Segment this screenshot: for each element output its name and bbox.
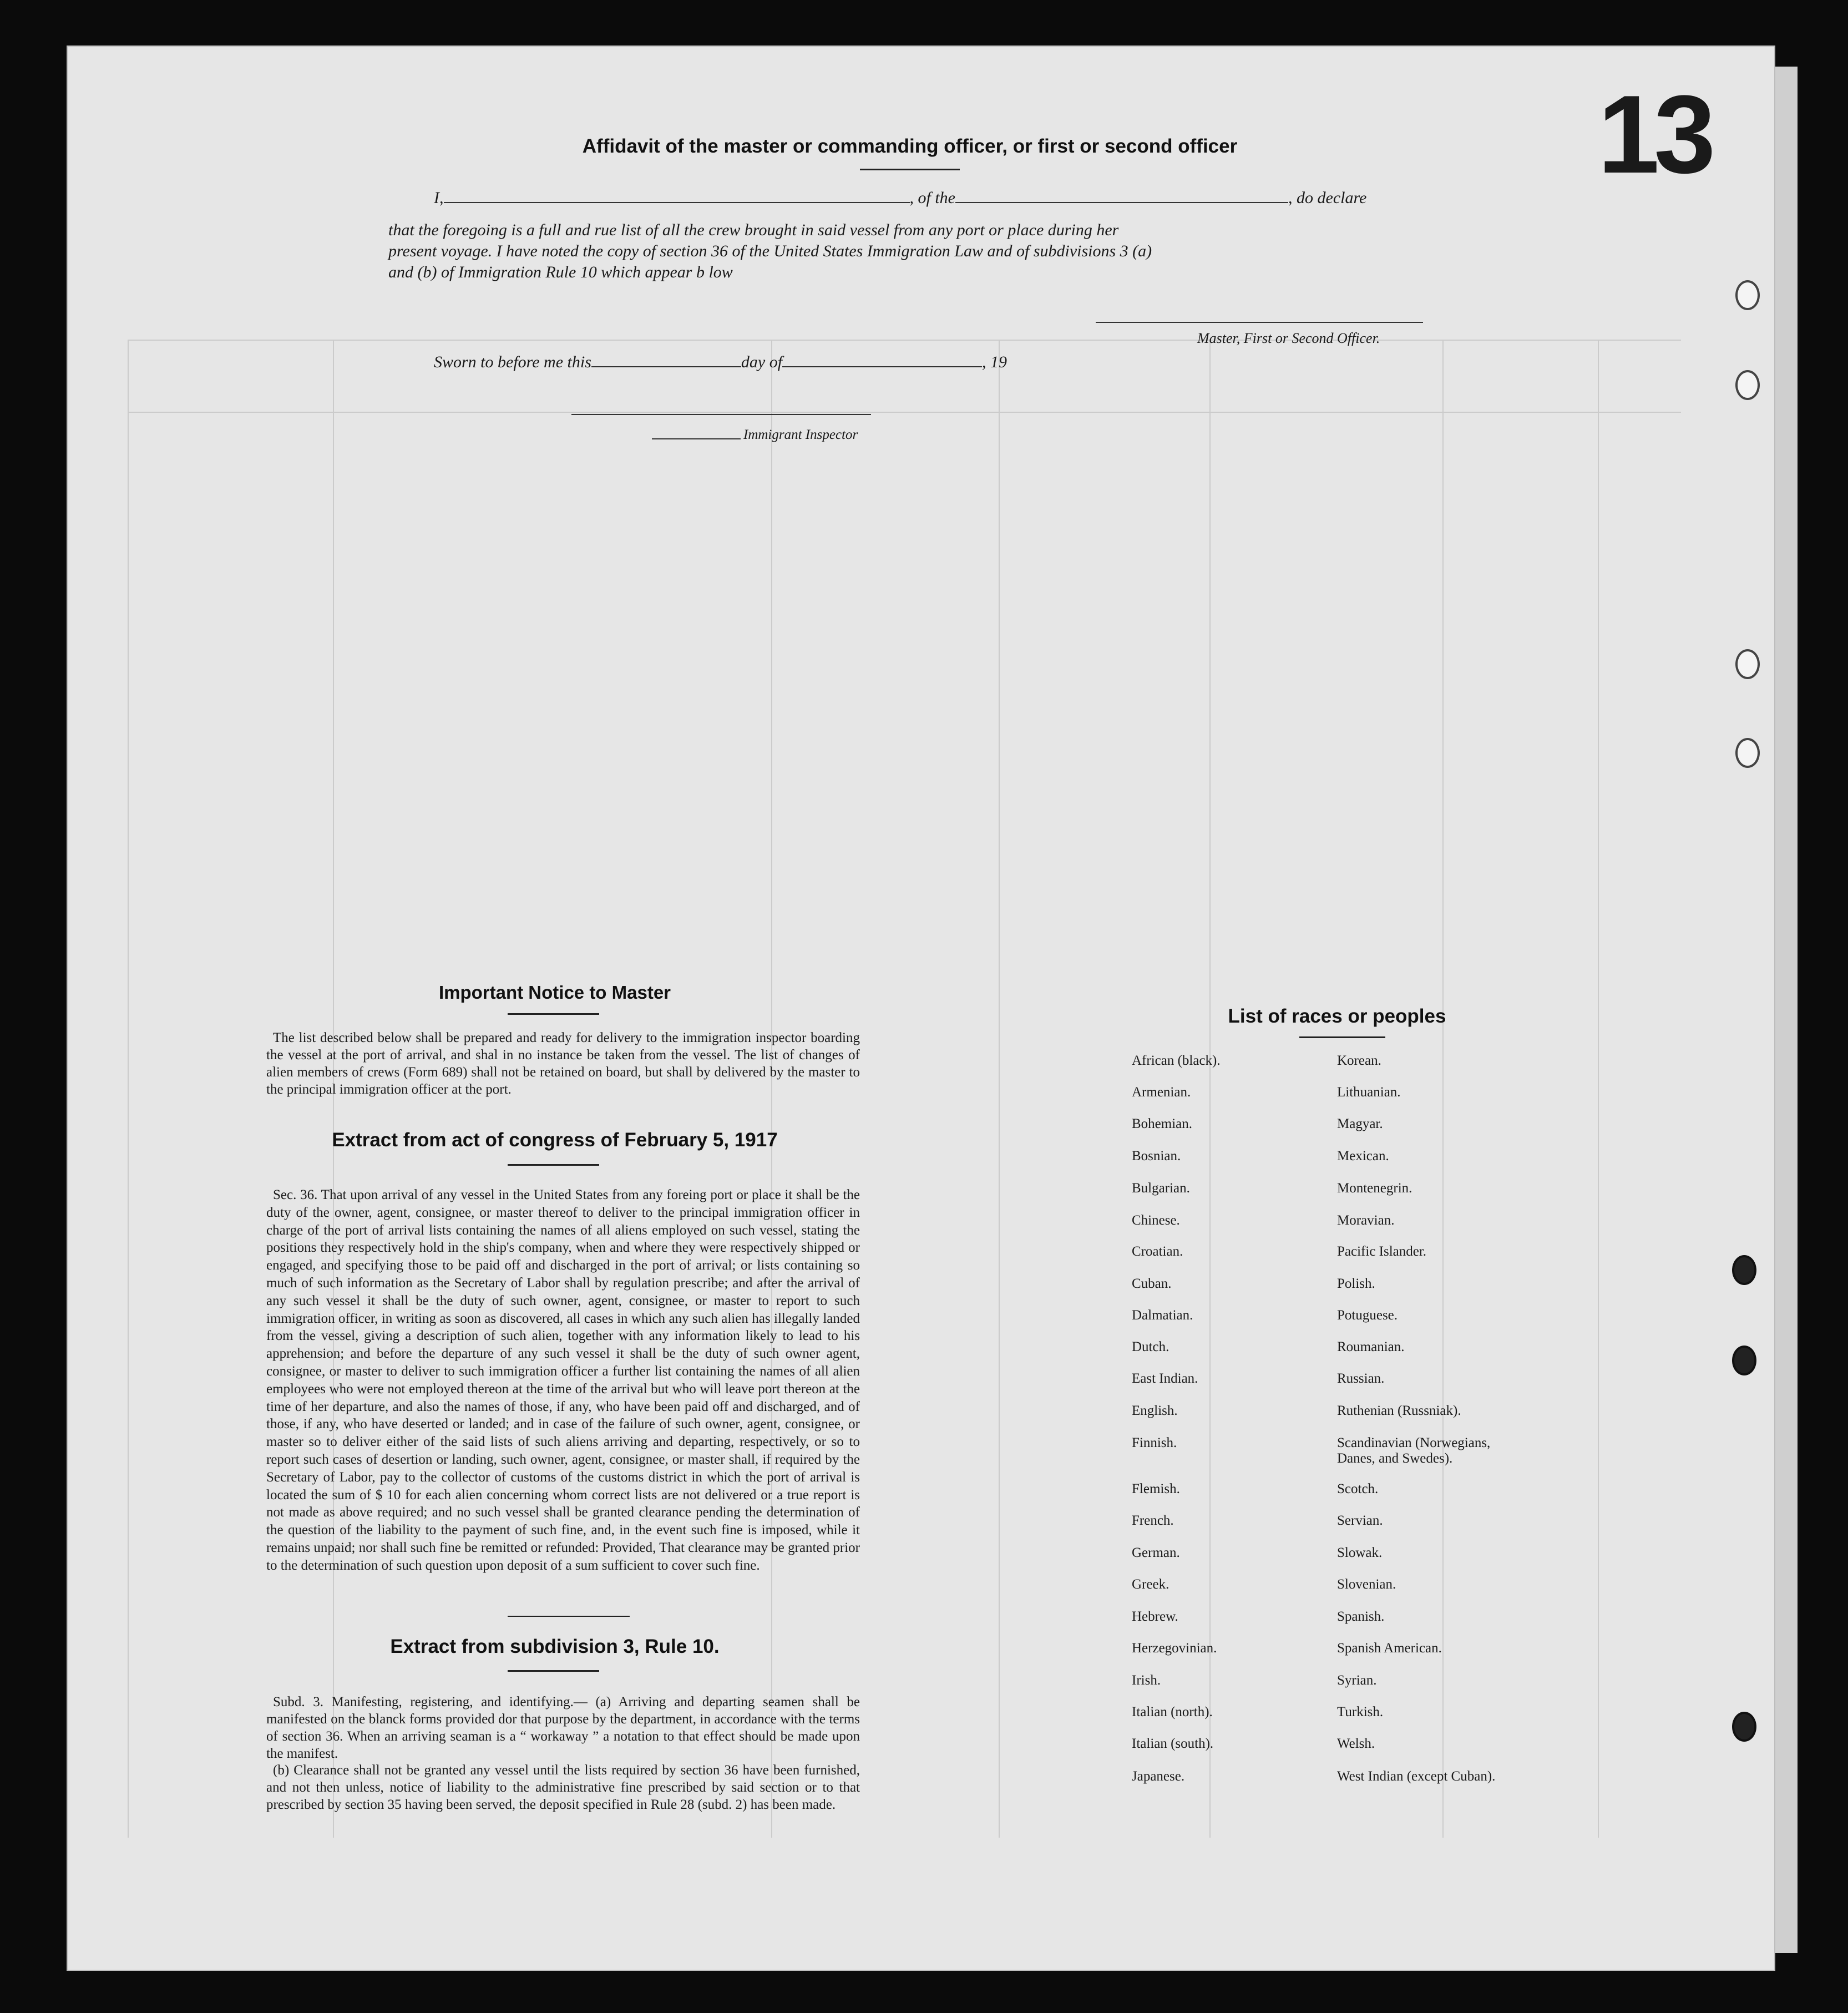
left-race-item: African (black). [1132, 1053, 1221, 1068]
document-page [67, 45, 1775, 1971]
left-race-item: Hebrew. [1132, 1609, 1178, 1624]
rule [508, 1164, 599, 1166]
left-race-item: East Indian. [1132, 1371, 1198, 1386]
vessel-name-blank[interactable] [955, 202, 1288, 203]
left-race-item: English. [1132, 1403, 1178, 1418]
ghost-grid-line [128, 340, 1681, 341]
left-race-item: Herzegovinian. [1132, 1641, 1217, 1656]
notice-title: Important Notice to Master [438, 982, 671, 1003]
notice-text: The list described below shall be prepared and ready for delivery to the immigration inspector boarding the vessel at the port of arrival, and shal in no instance be taken from the vessel. The list of changes of alien members of crews (Form 689) shall not be retained on board, but shall by delivered by the master to the principal immigration officer at the port. [266, 1030, 860, 1097]
right-race-item: Spanish American. [1337, 1641, 1442, 1656]
right-race-item: Russian. [1337, 1371, 1385, 1386]
ghost-grid-line [1598, 340, 1599, 1838]
sworn-text: Sworn to before me this [434, 353, 591, 371]
rule [508, 1670, 599, 1672]
declarant-name-blank[interactable] [444, 202, 910, 203]
affidavit-line-3: present voyage. I have noted the copy of section 36 of the United States Immigration Law and of subdivisions 3 (a) [388, 242, 1152, 260]
binder-hole [1732, 1346, 1756, 1375]
sworn-day-blank[interactable] [591, 366, 741, 367]
right-race-item: Welsh. [1337, 1736, 1375, 1751]
binder-hole [1732, 1712, 1756, 1742]
left-race-item: Cuban. [1132, 1276, 1172, 1291]
right-race-item: Slovenian. [1337, 1577, 1396, 1592]
left-race-item: Dutch. [1132, 1339, 1169, 1354]
rule [508, 1616, 630, 1617]
inspector-signature-blank[interactable] [571, 414, 871, 415]
right-race-item: Scandinavian (Norwegians, Danes, and Swedes). [1337, 1435, 1491, 1466]
left-race-item: Armenian. [1132, 1085, 1191, 1100]
binder-hole [1735, 738, 1760, 768]
page-edge [1775, 67, 1798, 1953]
sworn-month-blank[interactable] [782, 366, 982, 367]
left-race-item: Chinese. [1132, 1213, 1180, 1228]
affidavit-i-label: I, [434, 189, 444, 207]
right-race-item: Moravian. [1337, 1213, 1395, 1228]
left-race-item: Greek. [1132, 1577, 1169, 1592]
ghost-grid-line [999, 340, 1000, 1838]
master-signature-blank[interactable] [1096, 322, 1423, 323]
races-title: List of races or peoples [1228, 1005, 1446, 1027]
sworn-day-of-label: day of [741, 353, 783, 371]
rule [1299, 1036, 1385, 1038]
extract-act-text: Sec. 36. That upon arrival of any vessel in the United States from any foreing port or place it shall be the duty of the owner, agent, consignee, or master thereof to deliver to the principal immigration officer in charge of the port of arrival lists containing the names of all aliens employed on such vessel, stating the positions they respectively hold in the ship's company, when and where they were respectively shipped or engaged, and specifying those to be paid off and discharged in the port of arrival; or lists containing so much of such information as the Secretary of Labor shall by regulation prescribe; and after the arrival of any such vessel it shall be the duty of such owner, agent, consignee, or master to report to such immigration officer, in writing as soon as discovered, all cases in which any such alien has illegally landed from the vessel, giving a description of such alien, together with any information likely to lead to his apprehension; and before the departure of any such vessel it shall be the duty of such owner agent, consignee, or master to deliver to such immigration officer a further list containing the names of all alien employees who were not employed thereon at the time of the arrival but who will leave port thereon at the time of her departure, and also the names of those, if any, who have been paid off and discharged, and of those, if any, who have deserted or landed; and in case of the failure of such owner, agent, consignee, or master so to deliver either of the said lists of such aliens arriving and departing, respectively, or so to report such cases of desertion or landing, such owner, agent, consignee, or master shall, if required by the Secretary of Labor, pay to the collector of customs of the customs district in which the port of arrival is located the sum of $ 10 for each alien concerning whom correct lists are not delivered or a true report is not made as above required; and no such vessel shall be granted clearance pending the determination of the question of the liability to the payment of such fine, and, in the event such fine is imposed, while it remains unpaid; nor shall such fine be remitted or refunded: Provided, That clearance may be granted prior to the determination of such question upon deposit of a sum sufficient to cover such fine. [266, 1187, 860, 1573]
right-race-item: Pacific Islander. [1337, 1244, 1427, 1259]
extract-rule-title: Extract from subdivision 3, Rule 10. [390, 1636, 720, 1657]
affidavit-do-declare-label: , do declare [1288, 189, 1367, 207]
right-race-item: Magyar. [1337, 1116, 1383, 1131]
left-race-item: Bohemian. [1132, 1116, 1193, 1131]
left-race-item: Italian (north). [1132, 1705, 1213, 1719]
ghost-grid-line [1442, 340, 1444, 1838]
binder-hole [1735, 370, 1760, 400]
right-race-item: West Indian (except Cuban). [1337, 1769, 1496, 1784]
right-race-item: Slowak. [1337, 1545, 1383, 1560]
left-race-item: Flemish. [1132, 1481, 1180, 1496]
right-race-item: Montenegrin. [1337, 1181, 1412, 1196]
right-race-item: Korean. [1337, 1053, 1381, 1068]
right-race-item: Scotch. [1337, 1481, 1379, 1496]
right-race-item: Turkish. [1337, 1705, 1384, 1719]
left-race-item: Japanese. [1132, 1769, 1185, 1784]
left-race-item: Finnish. [1132, 1435, 1177, 1450]
right-race-item: Syrian. [1337, 1673, 1377, 1688]
inspector-blank[interactable] [652, 438, 741, 439]
rule [860, 169, 960, 170]
affidavit-of-the-label: , of the [909, 189, 955, 207]
affidavit-title: Affidavit of the master or commanding officer, or first or second officer [582, 135, 1238, 157]
right-race-item: Polish. [1337, 1276, 1375, 1291]
left-race-item: Bulgarian. [1132, 1181, 1190, 1196]
left-race-item: German. [1132, 1545, 1180, 1560]
left-race-item: French. [1132, 1513, 1174, 1528]
extract-rule-text-a: Subd. 3. Manifesting, registering, and identifying.— (a) Arriving and departing seamen shall be manifested on the blanck forms provided dor that purpose by the department, in accordance with the terms of section 36. When an arriving seaman is a “ workaway ” a notation to that effect should be made upon the manifest. [266, 1695, 860, 1761]
left-race-item: Dalmatian. [1132, 1308, 1193, 1323]
right-race-item: Roumanian. [1337, 1339, 1405, 1354]
rule [508, 1013, 599, 1015]
left-race-item: Croatian. [1132, 1244, 1183, 1259]
sworn-line [434, 353, 1007, 372]
affidavit-line-1 [434, 189, 1366, 208]
sworn-year-label: , 19 [982, 353, 1007, 371]
left-race-item: Italian (south). [1132, 1736, 1214, 1751]
right-race-item: Potuguese. [1337, 1308, 1398, 1323]
right-race-item: Servian. [1337, 1513, 1383, 1528]
master-label: Master, First or Second Officer. [1197, 330, 1380, 346]
extract-act-title: Extract from act of congress of February 5, 1917 [332, 1129, 778, 1151]
left-race-item: Irish. [1132, 1673, 1161, 1688]
extract-rule-text-b: (b) Clearance shall not be granted any vessel until the lists required by section 36 have been furnished, and not then unless, notice of liability to the administrative fine prescribed by said section or to that prescribed by section 35 having been served, the deposit specified in Rule 28 (subd. 2) has been made. [266, 1763, 860, 1812]
binder-hole [1735, 280, 1760, 310]
inspector-label: Immigrant Inspector [743, 427, 858, 442]
right-race-item: Mexican. [1337, 1149, 1389, 1164]
binder-hole [1735, 649, 1760, 679]
right-race-item: Ruthenian (Russniak). [1337, 1403, 1461, 1418]
left-race-item: Bosnian. [1132, 1149, 1181, 1164]
binder-hole [1732, 1255, 1756, 1285]
ghost-grid-line [128, 340, 129, 1838]
ghost-grid-line [128, 412, 1681, 413]
affidavit-line-2: that the foregoing is a full and rue list of all the crew brought in said vessel from any port or place during her [388, 221, 1119, 239]
page-number: 13 [1598, 73, 1710, 196]
right-race-item: Spanish. [1337, 1609, 1385, 1624]
ghost-grid-line [1209, 340, 1211, 1838]
right-race-item: Lithuanian. [1337, 1085, 1401, 1100]
affidavit-line-4: and (b) of Immigration Rule 10 which appear b low [388, 263, 733, 281]
